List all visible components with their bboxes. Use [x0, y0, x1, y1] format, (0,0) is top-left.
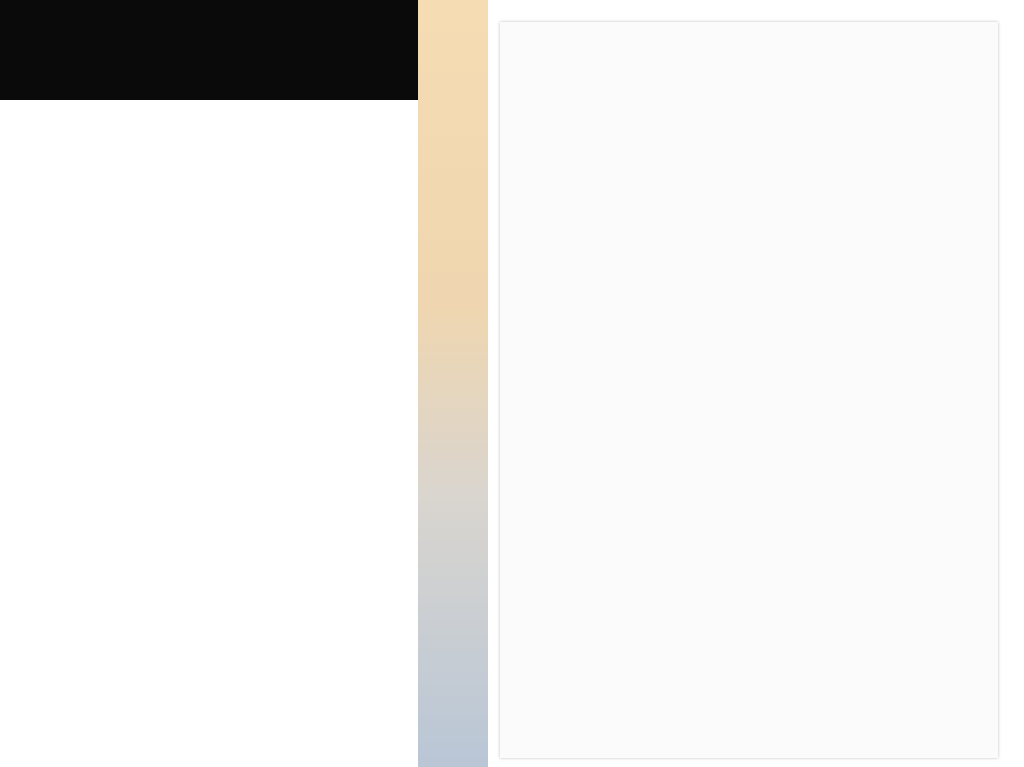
lab-report	[0, 100, 418, 767]
background-gradient	[418, 0, 488, 767]
reanimation-card	[500, 22, 998, 758]
slide-header	[0, 0, 418, 100]
